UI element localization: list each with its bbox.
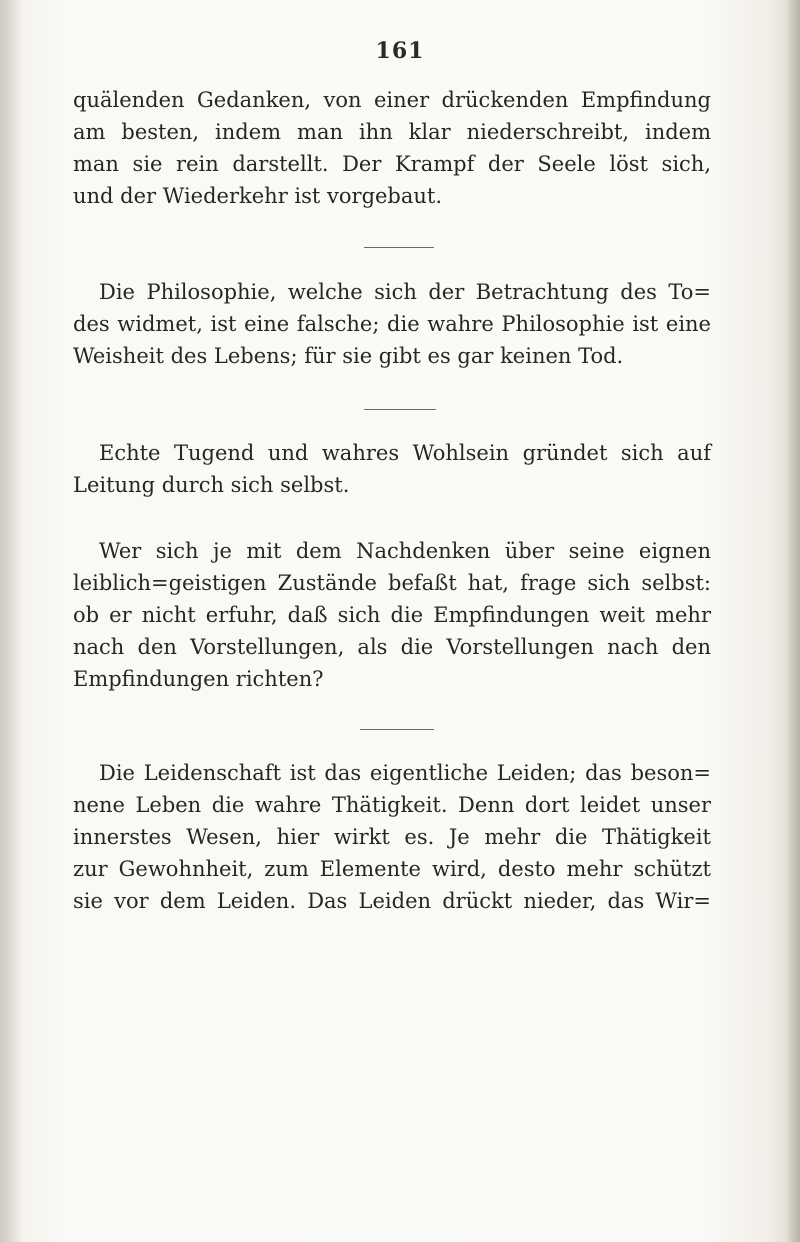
paragraph-4 xyxy=(73,535,711,695)
text-line: Die Philosophie, welche sich der Betrachtung des To= xyxy=(99,280,711,304)
paragraph-3 xyxy=(73,437,711,501)
text-line: Echte Tugend und wahres Wohlsein gründet sich auf xyxy=(99,441,711,465)
section-divider xyxy=(364,409,436,410)
text-line: Wer sich je mit dem Nachdenken über seine eignen xyxy=(99,539,711,563)
paragraph-5 xyxy=(73,757,711,917)
section-divider xyxy=(364,247,434,248)
text-line: ob er nicht erfuhr, daß sich die Empfindungen weit mehr xyxy=(73,603,711,627)
text-line: quälenden Gedanken, von einer drückenden Empfindung xyxy=(73,88,711,112)
text-line: nach den Vorstellungen, als die Vorstellungen nach den xyxy=(73,635,711,659)
text-line: am besten, indem man ihn klar niederschreibt, indem xyxy=(73,120,711,144)
text-line: zur Gewohnheit, zum Elemente wird, desto mehr schützt xyxy=(73,857,711,881)
text-line: innerstes Wesen, hier wirkt es. Je mehr die Thätigkeit xyxy=(73,825,711,849)
paragraph-2 xyxy=(73,276,711,372)
text-line: des widmet, ist eine falsche; die wahre Philosophie ist eine xyxy=(73,312,711,336)
section-divider xyxy=(360,729,434,730)
text-line: Die Leidenschaft ist das eigentliche Leiden; das beson= xyxy=(99,761,711,785)
page-number: 161 xyxy=(375,38,425,64)
text-line: leiblich=geistigen Zustände befaßt hat, frage sich selbst: xyxy=(73,571,711,595)
text-line: sie vor dem Leiden. Das Leiden drückt nieder, das Wir= xyxy=(73,889,711,913)
paragraph-1 xyxy=(73,84,711,212)
text-line: Leitung durch sich selbst. xyxy=(73,473,350,497)
text-line: man sie rein darstellt. Der Krampf der Seele löst sich, xyxy=(73,152,711,176)
text-line: und der Wiederkehr ist vorgebaut. xyxy=(73,184,443,208)
text-line: Empfindungen richten? xyxy=(73,667,324,691)
text-line: Weisheit des Lebens; für sie gibt es gar keinen Tod. xyxy=(73,344,624,368)
text-line: nene Leben die wahre Thätigkeit. Denn dort leidet unser xyxy=(73,793,711,817)
